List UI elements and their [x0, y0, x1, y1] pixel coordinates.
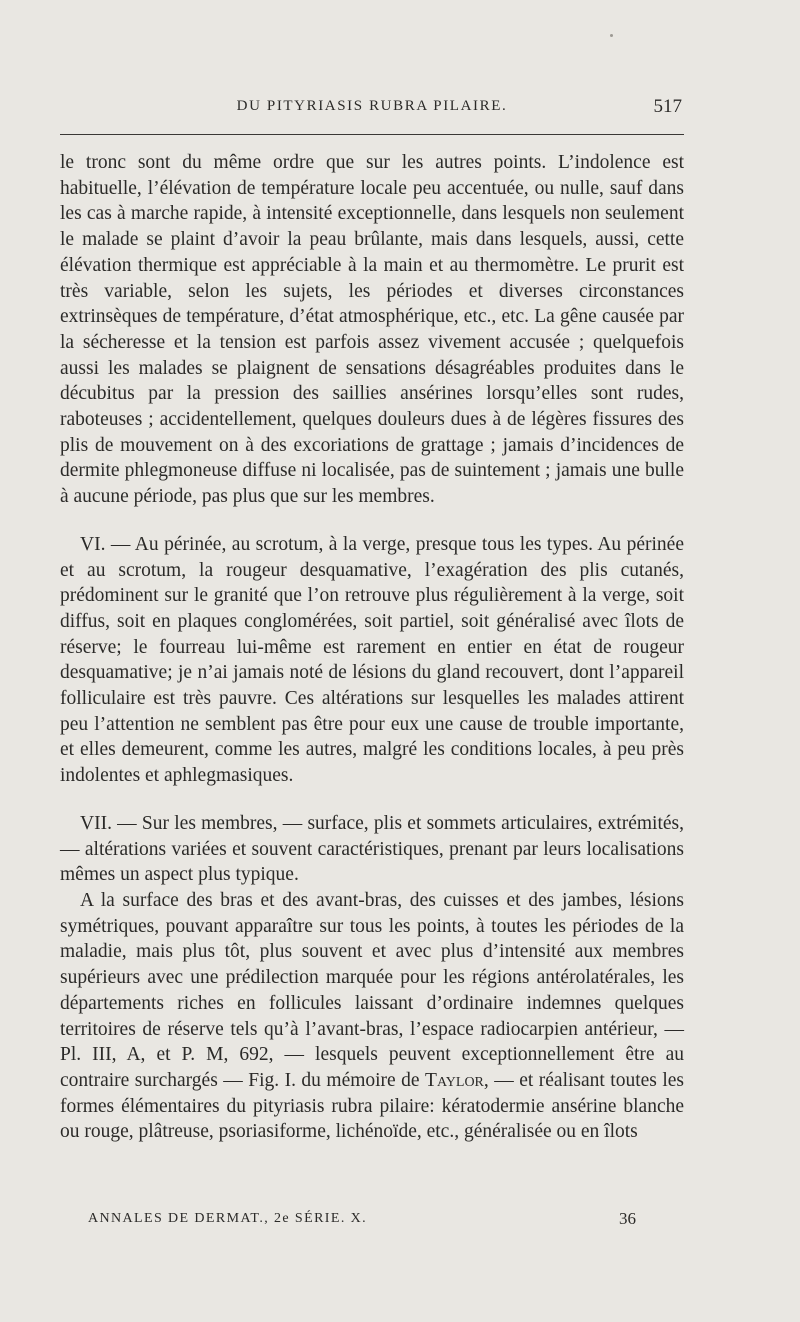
running-head: DU PITYRIASIS RUBRA PILAIRE. [236, 98, 508, 114]
limbs-text-end: , — et réalisant toutes les formes élémentaires du pityriasis rubra pilaire: kératodermie ansérine blanche ou rouge, plâtreuse, psoriasiforme, lichénoïde, etc., généralisée ou en îlots [60, 1069, 684, 1143]
paragraph-limbs [60, 888, 684, 1145]
paragraph-trunk: le tronc sont du même ordre que sur les autres points. L’indolence est habituelle, l’élévation de température locale peu accentuée, ou nulle, sauf dans les cas à marche rapide, à intensité exceptionnelle, dans lesquels non seulement le malade se plaint d’avoir la peau brûlante, mais dans lesquels, aussi, cette élévation thermique est appréciable à la main et au thermomètre. Le prurit est très variable, selon les sujets, les périodes et diverses circonstances extrinsèques de température, d’état atmosphérique, etc., etc. La gêne causée par la sécheresse et la tension est parfois assez vivement accusée ; quelquefois aussi les malades se plaignent de sensations désagréables produites dans le décubitus par la pression des saillies ansérines lorsqu’elles sont rudes, raboteuses ; accidentellement, quelques douleurs dues à de légères fissures des plis de mouvement on à des excoriations de grattage ; jamais d’incidences de dermite phlegmoneuse diffuse ni localisée, pas de suintement ; jamais une bulle à aucune période, pas plus que sur les membres. [60, 152, 684, 508]
paragraph-section-vii: VII. — Sur les membres, — surface, plis et sommets articulaires, extrémités, — altérations variées et souvent caractéristiques, prenant par leurs localisations mêmes un aspect plus typique. [60, 812, 684, 886]
signature-number: 36 [619, 1209, 636, 1228]
paragraph-section-vi: VI. — Au périnée, au scrotum, à la verge, presque tous les types. Au périnée et au scrotum, la rougeur desquamative, l’exagération des plis cutanés, prédominent sur le granité que l’on retrouve plus régulièrement à la verge, soit diffus, soit en plaques conglomérées, soit partiel, soit généralisé avec îlots de réserve; le fourreau lui-même est rarement en entier en état de rougeur desquamative; je n’ai jamais noté de lésions du gland recouvert, dont l’appareil folliculaire est très pauvre. Ces altérations sur lesquelles les malades attirent peu l’attention ne semblent pas être pour eux une cause de trouble importante, et elles demeurent, comme les autres, malgré les conditions locales, à peu près indolentes et aphlegmasiques. [60, 533, 684, 787]
figure-reference: Fig. I. du mémoire de [248, 1069, 426, 1091]
journal-signature-line: ANNALES DE DERMAT., 2e SÉRIE. X. [88, 1211, 368, 1226]
body-text [60, 150, 684, 1145]
page-footer [60, 1211, 684, 1235]
page-header [60, 98, 684, 122]
header-rule [60, 134, 684, 135]
page-number: 517 [653, 96, 682, 117]
limbs-text: A la surface des bras et des avant-bras, des cuisses et des jambes, lésions symétriques, pouvant apparaître sur tous les points, à toutes les périodes de la maladie, mais plus tôt, plus souvent et avec plus d’intensité aux membres supérieurs avec une prédilection marquée pour les régions antérolatérales, les départements riches en follicules laissant d’ordinaire indemnes quelques territoires de réserve tels qu’à l’avant-bras, l’espace radiocarpien antérieur, — Pl. III, A, et P. M, 692, — lesquels peuvent exceptionnellement être au contraire surchargés — [60, 889, 684, 1091]
author-name: Taylor [425, 1069, 484, 1091]
paper-speck [610, 34, 613, 37]
